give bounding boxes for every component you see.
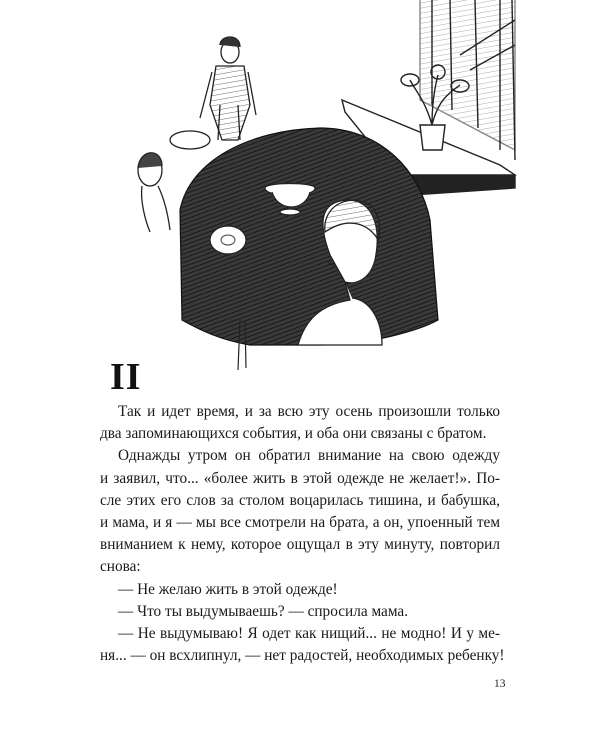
- text-line: и заявил, что... «более жить в этой одежде не желает!». По-: [100, 469, 500, 487]
- illustration: [120, 0, 540, 375]
- text-line: — Не выдумываю! Я одет как нищий... не модно! И у ме-: [118, 625, 500, 643]
- text-line: вниманием к нему, которое ощущал в эту минуту, повторил: [100, 536, 500, 554]
- text-line: сле этих его слов за столом воцарилась тишина, и бабушка,: [100, 491, 500, 509]
- text-line: — Не желаю жить в этой одежде!: [118, 580, 338, 598]
- page-number: 13: [494, 678, 506, 690]
- text-line: два запоминающихся события, и оба они связаны с братом.: [100, 425, 487, 443]
- text-line: Так и идет время, и за всю эту осень произошли только: [118, 403, 500, 420]
- text-line: — Что ты выдумываешь? — спросила мама.: [118, 602, 409, 620]
- text-line: ня... — он всхлипнул, — нет радостей, необходимых ребенку!: [100, 647, 505, 665]
- woman-figure: [170, 37, 256, 149]
- text-line: Однажды утром он обратил внимание на свою одежду: [118, 447, 500, 465]
- text-line: снова:: [100, 558, 141, 576]
- chapter-number: II: [110, 356, 142, 398]
- man-figure: [138, 153, 170, 232]
- body-text: [100, 401, 505, 667]
- text-line: и мама, и я — мы все смотрели на брата, а он, упоенный тем: [100, 514, 500, 532]
